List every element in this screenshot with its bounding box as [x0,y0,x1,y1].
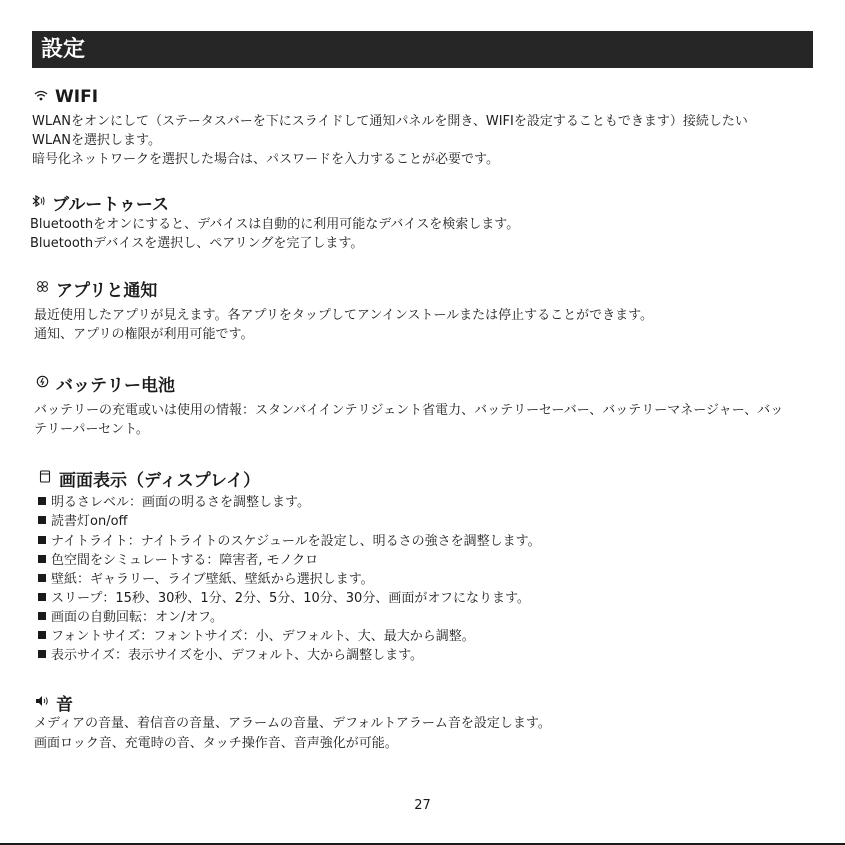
display-bullet-9: 表示サイズ：表示サイズを小、デフォルト、大から調整します。 [38,646,423,665]
bullet-square-icon [38,516,46,524]
sound-line-2: 画面ロック音、充電時の音、タッチ操作音、音声強化が可能。 [34,736,398,751]
apps-heading-text: アプリと通知 [56,280,158,301]
bullet-square-icon [38,555,46,563]
display-bullet-8: フォントサイズ：フォントサイズ：小、デフォルト、大、最大から調整。 [38,627,475,646]
bullet-square-icon [38,612,46,620]
wifi-heading-text: WIFI [55,87,99,107]
apps-line-1: 最近使用したアプリが見えます。各アプリをタップしてアンインストールまたは停止することができます。 [34,308,654,323]
apps-line-2: 通知、アプリの権限が利用可能です。 [34,327,254,342]
speaker-icon [34,695,50,710]
display-bullet-6: スリープ：15秒、30秒、1分、2分、5分、10分、30分、画面がオフになります。 [38,589,530,608]
display-bullet-2: 読書灯on/off [38,512,127,531]
bluetooth-line-2: Bluetoothデバイスを選択し、ペアリングを完了します。 [30,236,364,251]
apps-icon [34,280,50,296]
bullet-square-icon [38,574,46,582]
display-bullet-5: 壁紙：ギャラリー、ライブ壁紙、壁紙から選択します。 [38,570,374,589]
battery-line-2: テリーパーセント。 [34,422,149,437]
sound-line-1: メディアの音量、着信音の音量、アラームの音量、デフォルトアラーム音を設定します。 [34,716,551,731]
bluetooth-heading-text: ブルートゥース [52,194,170,215]
display-bullet-4: 色空間をシミュレートする：障害者, モノクロ [38,551,318,570]
battery-icon [34,375,50,391]
wifi-icon [33,90,49,104]
display-heading [37,466,260,490]
apps-heading [34,276,157,300]
page-number: 27 [414,798,431,813]
bluetooth-icon [30,195,46,210]
sound-heading [34,690,73,714]
bullet-square-icon [38,593,46,601]
battery-heading [34,371,175,395]
display-icon [37,470,53,486]
bluetooth-line-1: Bluetoothをオンにすると、デバイスは自動的に利用可能なデバイスを検索します。 [30,217,520,232]
bullet-square-icon [38,650,46,658]
display-bullet-7: 画面の自動回転：オン/オフ。 [38,608,223,627]
page-title: 設定 [32,31,813,68]
bluetooth-heading [30,190,169,214]
battery-heading-text: バッテリー电池 [56,375,175,396]
display-heading-text: 画面表示（ディスプレイ） [59,470,261,491]
wifi-heading [33,85,98,109]
wifi-line-3: 暗号化ネットワークを選択した場合は、パスワードを入力することが必要です。 [32,152,499,167]
wifi-line-1: WLANをオンにして（ステータスバーを下にスライドして通知パネルを開き、WIFIを設定することもできます）接続したい [32,114,748,129]
sound-heading-text: 音 [56,694,73,715]
display-bullet-3: ナイトライト：ナイトライトのスケジュールを設定し、明るさの強さを調整します。 [38,532,541,551]
display-bullet-1: 明るさレベル：画面の明るさを調整します。 [38,493,310,512]
battery-line-1: バッテリーの充電或いは使用の情報：スタンバイインテリジェント省電力、バッテリーセーバー、バッテリーマネージャー、バッ [34,403,784,418]
bullet-square-icon [38,631,46,639]
bullet-square-icon [38,536,46,544]
bullet-square-icon [38,497,46,505]
wifi-line-2: WLANを選択します。 [32,133,161,148]
